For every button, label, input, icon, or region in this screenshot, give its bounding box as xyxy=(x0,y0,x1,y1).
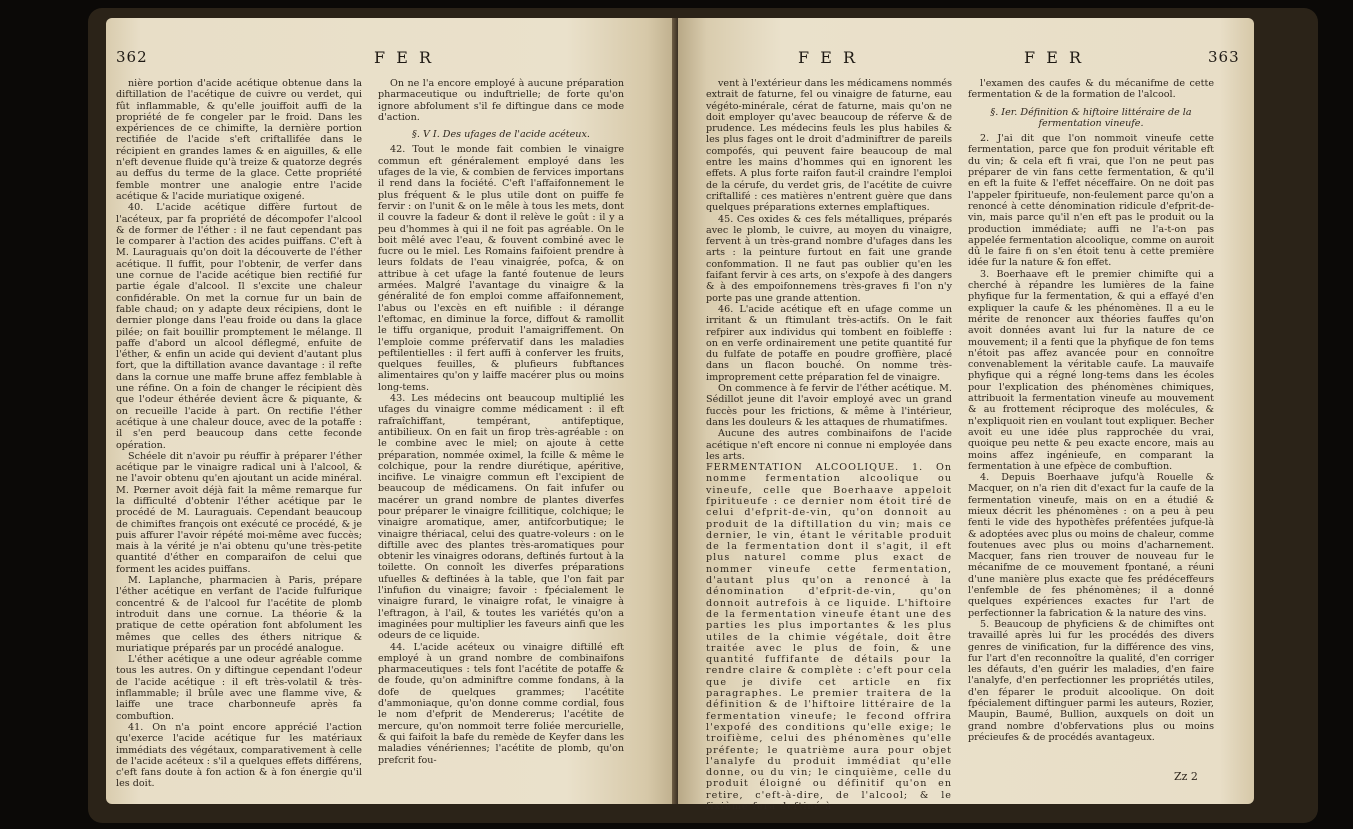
paragraph: On ne l'a encore employé à aucune préparation pharmaceutique ou induftrielle; de forte qu'on ignore abfolument s'il fe diftingue dans ce mode d'action. xyxy=(378,78,624,123)
article-heading: FERMENTATION ALCOOLIQUE. 1. On nomme fermentation alcoolique ou vineufe, celle que Boerhaave appeloit fpiritueufe : ce dernier nom étoit tiré de celui d'efprit-de-vin, qu'on donnoit au produit de la diftillation du vin; mais ce dernier, le vin, étant le véritable produit de la fermentation dont il s'agit, il eft plus naturel comme plus exact de nommer vineufe cette fermentation, d'autant plus qu'on a renoncé à la dénomination d'efprit-de-vin, qu'on donnoit autrefois à ce liquide. L'hiftoire de la fermentation vineufe étant une des parties les plus importantes & les plus utiles de la chimie végétale, doit être traitée avec le plus de foin, & une quantité fuffifante de détails pour la rendre claire & complète : c'eft pour cela que je divife cet article en fix paragraphes. Le premier traitera de la définition & de l'hiftoire littéraire de la fermentation vineufe; le fecond offrira l'expofé des conditions qu'elle exige; le troifième, celui des phénomènes qu'elle préfente; le quatrième aura pour objet l'analyfe du produit immédiat qu'elle donne, ou du vin; le cinquième, celle du produit éloigné ou définitif qu'on en retire, c'eft-à-dire, de l'alcool; & le fixième fera deftiné à xyxy=(706,462,952,812)
left-page-number: 362 xyxy=(116,48,148,66)
paragraph: vent à l'extérieur dans les médicamens nommés extrait de faturne, fel ou vinaigre de faturne, eau végéto-minérale, cérat de faturne, mais qu'on ne doit employer qu'avec beaucoup de réferve & de prudence. Les médecins feuls les plus habiles & les plus fages ont le droit d'adminiftrer de pareils compofés, qui peuvent faire beaucoup de mal entre les mains d'hommes qui en ignorent les effets. A plus forte raifon faut-il craindre l'emploi de la cérufe, du verdet gris, de l'acétite de cuivre criftallifé : ces matières n'entrent guère que dans quelques préparations externes emplaftiques. xyxy=(706,78,952,214)
paragraph: Schéele dit n'avoir pu réuffir à préparer l'éther acétique par le vinaigre radical uni à l'alcool, & ne l'avoir obtenu qu'en ajoutant un acide minéral. M. Pœrner avoit déjà fait la même remarque fur la difficulté d'obtenir l'éther acétique par le procédé de M. Lauraguais. Cependant beaucoup de chimiftes françois ont exécuté ce procédé, & je puis affurer l'avoir répété moi-même avec fuccès; mais à la vérité je n'ai obtenu qu'une très-petite quantité d'éther en comparaifon de celui que forment les acides puiffans. xyxy=(116,450,362,575)
paragraph: 41. On n'a point encore apprécié l'action qu'exerce l'acide acétique fur les matériaux immédiats des végétaux, comparativement à celle de l'acide acéteux : s'il a quelques effets différens, c'eft fans doute à fon action & à fon énergie qu'il les doit. xyxy=(116,721,362,790)
right-running-head-1: F E R xyxy=(798,48,858,67)
right-page xyxy=(678,18,1254,812)
paragraph: 40. L'acide acétique diffère furtout de l'acéteux, par fa propriété de décompofer l'alcool & de former de l'éther : il ne faut cependant pas le comparer à l'action des acides puiffans. C'eft à M. Lauraguais qu'on doit la découverte de l'éther acétique. Il fuffit, pour l'obtenir, de verfer dans une cornue de l'acide acétique bien rectifié fur partie égale d'alcool. Il s'excite une chaleur confidérable. On met la cornue fur un bain de fable chaud; on y adapte deux récipiens, dont le dernier plonge dans l'eau froide ou dans la glace pilée; on fait bouillir promptement le mélange. Il paffe d'abord un alcool déflegmé, enfuite de l'éther, & enfin un acide qui devient d'autant plus fort, que la diftillation avance davantage : il refte dans la cornue une maffe brune affez femblable à une réfine. On a foin de changer le récipient dès que l'odeur éthérée devient âcre & piquante, & on recueille l'acide à part. On rectifie l'éther acétique à une chaleur douce, avec de la potaffe : il s'en perd beaucoup dans cette feconde opération. xyxy=(116,202,362,451)
paragraph: 45. Ces oxides & ces fels métalliques, préparés avec le plomb, le cuivre, au moyen du vinaigre, fervent à un très-grand nombre d'ufages dans les arts : la peinture furtout en fait une grande confommation. Il ne faut pas oublier qu'en les faifant fervir à ces arts, on s'expofe à des dangers & à des empoifonnemens très-graves fi l'on n'y porte pas une grande attention. xyxy=(706,213,952,304)
right-page-number: 363 xyxy=(1208,48,1240,66)
section-heading: §. Ier. Définition & hiftoire littéraire de la fermentation vineufe. xyxy=(990,106,1192,129)
paragraph: 44. L'acide acéteux ou vinaigre diftillé eft employé à un grand nombre de combinaifons pharmaceutiques : tels font l'acétite de potaffe & de foude, qu'on adminiftre comme fondans, à la dofe de quelques grammes; l'acétite d'ammoniaque, qu'on donne comme cordial, fous le nom d'efprit de Mendererus; l'acétite de mercure, qu'on nommoit terre foliée mercurielle, & qui faifoit la bafe du remède de Keyfer dans les maladies vénériennes; l'acétite de plomb, qu'on prefcrit fou- xyxy=(378,641,624,766)
right-column-1 xyxy=(706,78,952,812)
paragraph: Aucune des autres combinaifons de l'acide acétique n'eft encore ni connue ni employée dans les arts. xyxy=(706,428,952,462)
paragraph: 46. L'acide acétique eft en ufage comme un irritant & un ftimulant très-actifs. On le fait refpirer aux individus qui tombent en foibleffe : on en verfe ordinairement une petite quantité fur du fulfate de potaffe en poudre groffière, placé dans un flacon bouché. On nomme très-improprement cette préparation fel de vinaigre. xyxy=(706,303,952,383)
left-column-1 xyxy=(116,78,362,790)
paragraph: 43. Les médecins ont beaucoup multiplié les ufages du vinaigre comme médicament : il eft rafraîchiffant, tempérant, antifeptique, antibilieux. On en fait un firop très-agréable : on le combine avec le miel; on ajoute à cette préparation, nommée oximel, la fcille & même le colchique, pour la rendre diurétique, apéritive, incifive. Le vinaigre commun eft l'excipient de beaucoup de médicamens. On fait infufer ou macérer un grand nombre de plantes diverfes pour préparer le vinaigre fcillitique, colchique; le vinaigre aromatique, amer, antifcorbutique; le vinaigre thériacal, celui des quatre-voleurs : on le diftille avec des plantes très-aromatiques pour obtenir les vinaigres odorans, deftinés furtout à la toilette. On connoît les diverfes préparations ufuelles & deftinées à la table, que l'on fait par l'infufion du vinaigre; favoir : fpécialement le vinaigre furard, le vinaigre rofat, le vinaigre à l'eftragon, à l'ail, & toutes les variétés qu'on a imaginées pour multiplier les faveurs ainfi que les odeurs de ce liquide. xyxy=(378,393,624,642)
left-page xyxy=(106,18,682,804)
paragraph: On commence à fe fervir de l'éther acétique. M. Sédillot jeune dit l'avoir employé avec un grand fuccès pour les frictions, & même à l'intérieur, dans les douleurs & les attaques de rhumatifmes. xyxy=(706,383,952,428)
paragraph: 2. J'ai dit que l'on nommoit vineufe cette fermentation, parce que fon produit véritable eft du vin; & cela eft fi vrai, que l'on ne peut pas préparer de vin fans cette fermentation, & qu'il en eft la fuite & l'effet néceffaire. On ne doit pas l'appeler fpiritueufe, non-feulement parce qu'on a renoncé à cette dénomination ridicule d'efprit-de-vin, mais parce qu'il n'en eft pas le produit ou la production immédiate; auffi ne l'a-t-on pas appelée fermentation alcoolique, comme on auroit dû le faire fi on s'en étoit tenu à cette première idée fur la nature & fon effet. xyxy=(968,133,1214,269)
paragraph: nière portion d'acide acétique obtenue dans la diftillation de l'acétique de cuivre ou verdet, qui fût inflammable, & qu'elle jouiffoit auffi de la propriété de fe congeler par le froid. Dans les expériences de ce chimifte, la dernière portion rectifiée de l'acide s'eft criftallifée dans le récipient en grandes lames & en aiguilles, & elle n'eft devenue fluide qu'à treize & quatorze degrés au deffus du terme de la glace. Cette propriété femble montrer une analogie entre l'acide acétique & l'acide muriatique oxigené. xyxy=(116,78,362,202)
signature-mark: Zz 2 xyxy=(1174,770,1198,783)
paragraph: l'examen des caufes & du mécanifme de cette fermentation & de la formation de l'alcool. xyxy=(968,78,1214,101)
right-running-head-2: F E R xyxy=(1024,48,1084,67)
paragraph: 4. Depuis Boerhaave jufqu'à Rouelle & Macquer, on n'a rien dit d'exact fur la caufe de la fermentation vineufe, mais on en a étudié & mieux décrit les phénomènes : on a peu à peu fenti le vide des hypothèfes préfentées jufque-là & adoptées avec plus ou moins de chaleur, comme foutenues avec plus ou moins d'acharnement. Macquer, fans rien trouver de nouveau fur le mécanifme de ce mouvement fpontané, a réuni d'une manière plus exacte que fes prédéceffeurs l'enfemble de fes phénomènes; il a donné quelques expériences exactes fur l'art de perfectionner la fabrication & la nature des vins. xyxy=(968,472,1214,619)
left-column-2 xyxy=(378,78,624,778)
paragraph: M. Laplanche, pharmacien à Paris, prépare l'éther acétique en verfant de l'acide fulfurique concentré & de l'alcool fur l'acétite de plomb introduit dans une cornue. La théorie & la pratique de cette opération font abfolument les mêmes que celles des éthers nitrique & muriatique préparés par un procédé analogue. xyxy=(116,575,362,654)
paragraph: 3. Boerhaave eft le premier chimifte qui a cherché à répandre les lumières de la faine phyfique fur la fermentation, & qui a effayé d'en expliquer la caufe & les phénomènes. Il a eu le mérite de renoncer aux théories fauffes qu'on avoit données avant lui fur la nature de ce mouvement; il a fenti que la phyfique de fon tems n'étoit pas affez avancée pour en connoître convenablement la véritable caufe. La mauvaife phyfique qui a régné long-tems dans les écoles pour l'explication des phénomènes chimiques, attribuoit la fermentation vineufe au mouvement & au frottement réciproque des molécules, & n'expliquoit rien en voulant tout expliquer. Becher avoit eu une idée plus rapprochée du vrai, quoique peu nette & peu exacte encore, mais au moins affez ingénieufe, en comparant la fermentation à une efpèce de combuftion. xyxy=(968,268,1214,472)
paragraph: 5. Beaucoup de phyficiens & de chimiftes ont travaillé après lui fur les procédés des divers genres de vinification, fur la différence des vins, fur l'art d'en reconnoître la qualité, d'en corriger les défauts, d'en guérir les maladies, d'en faire l'analyfe, d'en perfectionner les propriétés utiles, d'en féparer le produit alcoolique. On doit fpécialement diftinguer parmi les auteurs, Rozier, Maupin, Baumé, Bullion, auxquels on doit un grand nombre d'obfervations plus ou moins précieufes & de procédés avantageux. xyxy=(968,618,1214,743)
right-column-2 xyxy=(968,78,1214,778)
paragraph: L'éther acétique a une odeur agréable comme tous les autres. On y diftingue cependant l'odeur de l'acide acétique : il eft très-volatil & très-inflammable; il brûle avec une flamme vive, & laiffe une trace charbonneufe après fa combuftion. xyxy=(116,654,362,722)
section-heading: §. V I. Des ufages de l'acide acéteux. xyxy=(412,129,590,141)
paragraph: 42. Tout le monde fait combien le vinaigre commun eft généralement employé dans les ufages de la vie, & combien de fervices importans il rend dans la fociété. C'eft l'affaifonnement le plus fréquent & le plus utile dont on puiffe fe fervir : on l'unit & on le mêle à tous les mets, dont il couvre la fadeur & dont il relève le goût : il y a peu d'hommes à qui il ne foit pas agréable. On le boit mêlé avec l'eau, & fouvent combiné avec le fucre ou le miel. Les Romains faifoient prendre à leurs foldats de l'eau vinaigrée, pofca, & on attribue à cet ufage la fanté foutenue de leurs armées. Malgré l'avantage du vinaigre & la généralité de fon emploi comme affaifonnement, l'abus ou l'excès en eft nuifible : il dérange l'eftomac, en diminue la force, diffout & ramollit le tiffu organique, produit l'amaigriffement. On l'emploie comme préfervatif dans les maladies peftilentielles : il fert auffi à conferver les fruits, quelques feuilles, & plufieurs fubftances alimentaires qu'on y laiffe macérer plus ou moins long-tems. xyxy=(378,144,624,393)
left-running-head: F E R xyxy=(374,48,434,67)
